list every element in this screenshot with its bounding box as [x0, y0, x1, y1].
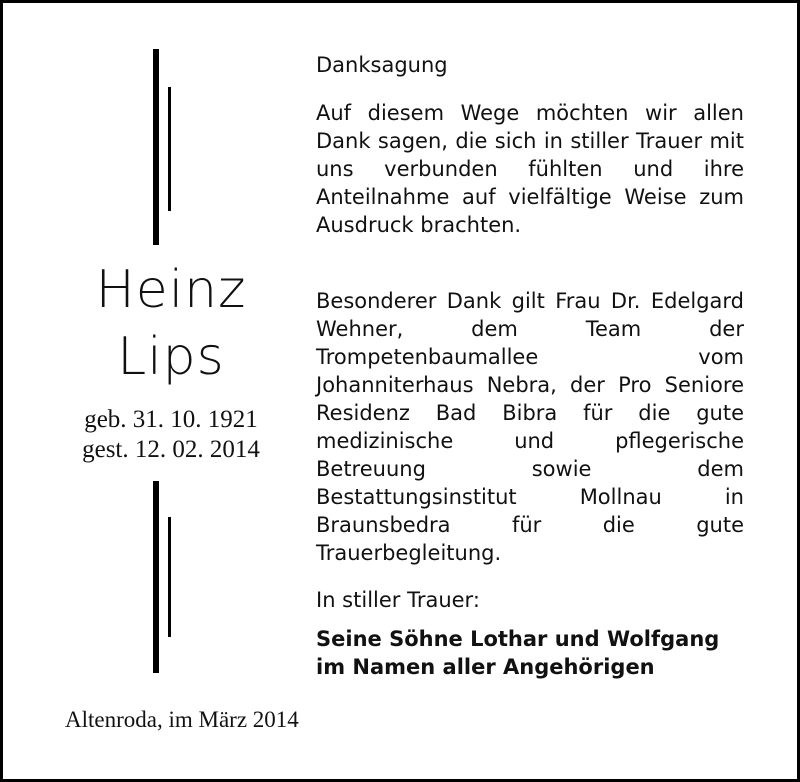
mourning-label: In stiller Trauer: [316, 588, 480, 612]
notice-heading: Danksagung [316, 53, 448, 77]
decorative-bar-bottom-short [168, 517, 171, 637]
family-line-1: Seine Söhne Lothar und Wolfgang [316, 627, 720, 651]
birth-date: geb. 31. 10. 1921 [84, 406, 258, 433]
place-and-date: Altenroda, im März 2014 [65, 707, 299, 732]
thanks-paragraph-2: Besonderer Dank gilt Frau Dr. Edelgard Wehner, dem Team der Trompetenbaumallee vom Johanniterhaus Nebra, der Pro Seniore Residenz Bad Bibra für die gute medizinische und pflegerische Betreuung sowie dem Bestattungsinstitut Mollnau in Braunsbedra für die gute Trauerbegleitung. [316, 289, 744, 565]
deceased-first-name: Heinz [95, 260, 247, 320]
decorative-bar-bottom-long [153, 481, 159, 673]
decorative-bar-top-long [153, 49, 159, 245]
decorative-bar-top-short [168, 87, 171, 211]
death-date: gest. 12. 02. 2014 [82, 436, 260, 463]
deceased-last-name: Lips [117, 327, 225, 387]
thanks-paragraph-1: Auf diesem Wege möchten wir allen Dank sagen, die sich in stiller Trauer mit uns verbunden fühlten und ihre Anteilnahme auf vielfältige Weise zum Ausdruck brachten. [316, 101, 744, 237]
family-line-2: im Namen aller Angehörigen [316, 655, 655, 679]
